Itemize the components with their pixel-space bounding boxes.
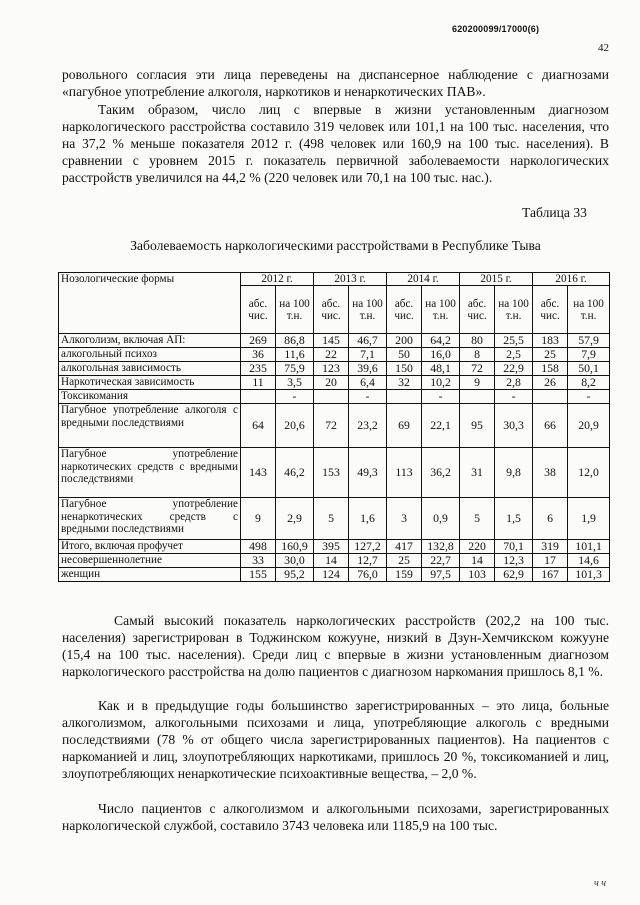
cell-abs: 50 <box>387 348 422 362</box>
cell-per-100k: 30,0 <box>276 554 314 568</box>
cell-abs: 123 <box>314 362 349 376</box>
cell-abs: 9 <box>460 376 495 390</box>
row-label: Алкоголизм, включая АП: <box>59 334 241 348</box>
cell-abs: 5 <box>314 498 349 540</box>
cell-per-100k: 2,8 <box>495 376 533 390</box>
table-row <box>59 334 610 348</box>
cell-per-100k: 22,7 <box>422 554 460 568</box>
cell-abs <box>314 390 349 404</box>
table-number: Таблица 33 <box>522 205 587 220</box>
cell-abs: 20 <box>314 376 349 390</box>
cell-per-100k: 3,5 <box>276 376 314 390</box>
header-year-2015: 2015 г. <box>460 273 533 286</box>
cell-abs: 8 <box>460 348 495 362</box>
cell-per-100k: 95,2 <box>276 568 314 582</box>
cell-per-100k: 7,1 <box>349 348 387 362</box>
header-year-2013: 2013 г. <box>314 273 387 286</box>
cell-per-100k: 57,9 <box>568 334 610 348</box>
cell-abs: 145 <box>314 334 349 348</box>
cell-abs: 183 <box>533 334 568 348</box>
cell-per-100k: 86,8 <box>276 334 314 348</box>
header-abs: абс. чис. <box>314 286 349 334</box>
table-row <box>59 568 610 582</box>
cell-per-100k: 2,9 <box>276 498 314 540</box>
row-label: Пагубное употребление алкоголя с вредными последствиями <box>59 404 241 448</box>
cell-abs: 32 <box>387 376 422 390</box>
cell-per-100k: 20,6 <box>276 404 314 448</box>
cell-abs: 14 <box>314 554 349 568</box>
header-year-2014: 2014 г. <box>387 273 460 286</box>
cell-abs: 17 <box>533 554 568 568</box>
cell-abs: 33 <box>241 554 276 568</box>
header-abs: абс. чис. <box>387 286 422 334</box>
row-label: алкогольный психоз <box>59 348 241 362</box>
cell-per-100k: 0,9 <box>422 498 460 540</box>
cell-abs: 417 <box>387 540 422 554</box>
cell-abs: 6 <box>533 498 568 540</box>
cell-per-100k: - <box>568 390 610 404</box>
cell-per-100k: 101,3 <box>568 568 610 582</box>
cell-per-100k: 14,6 <box>568 554 610 568</box>
cell-abs: 235 <box>241 362 276 376</box>
cell-abs <box>533 390 568 404</box>
row-label: Наркотическая зависимость <box>59 376 241 390</box>
cell-per-100k: 30,3 <box>495 404 533 448</box>
cell-abs: 22 <box>314 348 349 362</box>
cell-per-100k: 62,9 <box>495 568 533 582</box>
cell-abs: 9 <box>241 498 276 540</box>
header-year-2012: 2012 г. <box>241 273 314 286</box>
cell-per-100k: 12,3 <box>495 554 533 568</box>
cell-abs: 95 <box>460 404 495 448</box>
morbidity-table <box>58 272 610 582</box>
row-label: Пагубное употребление ненаркотических средств с вредными последствиями <box>59 498 241 540</box>
cell-abs: 155 <box>241 568 276 582</box>
paragraph-3: Самый высокий показатель наркологических расстройств (202,2 на 100 тыс. населения) зарегистрирован в Тоджинском кожууне, низкий в Дзун-Хемчикском кожууне (15,4 на 100 тыс. населения). Среди лиц с впервые в жизни установленным диагнозом наркологического расстройства на долю пациентов с диагнозом наркомания пришлось 8,1 %. <box>62 613 609 679</box>
cell-per-100k: 11,6 <box>276 348 314 362</box>
cell-per-100k: 12,7 <box>349 554 387 568</box>
cell-per-100k: 8,2 <box>568 376 610 390</box>
cell-abs: 25 <box>533 348 568 362</box>
cell-per-100k: 46,2 <box>276 448 314 498</box>
cell-per-100k: 64,2 <box>422 334 460 348</box>
cell-abs: 36 <box>241 348 276 362</box>
cell-abs: 498 <box>241 540 276 554</box>
cell-abs <box>241 390 276 404</box>
cell-per-100k: 7,9 <box>568 348 610 362</box>
cell-per-100k: 1,9 <box>568 498 610 540</box>
row-label: Пагубное употребление наркотических средств с вредными последствиями <box>59 448 241 498</box>
cell-per-100k: 76,0 <box>349 568 387 582</box>
cell-abs: 72 <box>460 362 495 376</box>
row-label: Итого, включая профучет <box>59 540 241 554</box>
header-year-2016: 2016 г. <box>533 273 610 286</box>
cell-abs: 14 <box>460 554 495 568</box>
cell-abs: 5 <box>460 498 495 540</box>
table-row <box>59 404 610 448</box>
document-id: 620200099/17000(6) <box>452 24 540 34</box>
cell-per-100k: 23,2 <box>349 404 387 448</box>
cell-abs: 103 <box>460 568 495 582</box>
cell-abs: 11 <box>241 376 276 390</box>
table-row <box>59 554 610 568</box>
cell-abs: 395 <box>314 540 349 554</box>
cell-per-100k: 1,5 <box>495 498 533 540</box>
cell-per-100k: 2,5 <box>495 348 533 362</box>
table-row <box>59 376 610 390</box>
table-row <box>59 390 610 404</box>
cell-abs: 38 <box>533 448 568 498</box>
cell-per-100k: - <box>276 390 314 404</box>
cell-abs: 113 <box>387 448 422 498</box>
cell-abs: 25 <box>387 554 422 568</box>
table-row <box>59 540 610 554</box>
cell-per-100k: 160,9 <box>276 540 314 554</box>
cell-abs: 143 <box>241 448 276 498</box>
cell-per-100k: 39,6 <box>349 362 387 376</box>
cell-per-100k: 70,1 <box>495 540 533 554</box>
cell-per-100k: 25,5 <box>495 334 533 348</box>
table-row <box>59 448 610 498</box>
cell-per-100k: 10,2 <box>422 376 460 390</box>
header-nosological-forms: Нозологические формы <box>59 273 241 334</box>
cell-per-100k: 132,8 <box>422 540 460 554</box>
cell-per-100k: 97,5 <box>422 568 460 582</box>
cell-abs: 64 <box>241 404 276 448</box>
paragraph-4: Как и в предыдущие годы большинство зарегистрированных – это лица, больные алкоголизмом, алкогольными психозами и лица, употребляющие алкоголь с вредными последствиями (78 % от общего числа зарегистрированных пациентов). На пациентов с наркоманией и лиц, злоупотребляющих наркотиками, пришлось 20 %, токсикоманией и лиц, злоупотребляющих ненаркотические психоактивные вещества, – 2,0 %. <box>62 698 609 781</box>
paragraph-5: Число пациентов с алкоголизмом и алкогольными психозами, зарегистрированных наркологической службой, составило 3743 человека или 1185,9 на 100 тыс. <box>62 801 609 833</box>
cell-abs: 150 <box>387 362 422 376</box>
paragraph-1: ровольного согласия эти лица переведены на диспансерное наблюдение с диагнозами «пагубное употребление алкоголя, наркотиков и ненаркотических ПАВ». <box>62 67 609 99</box>
cell-per-100k: 36,2 <box>422 448 460 498</box>
cell-abs <box>460 390 495 404</box>
cell-per-100k: 22,9 <box>495 362 533 376</box>
cell-abs: 167 <box>533 568 568 582</box>
header-per-100k: на 100 т.н. <box>568 286 610 334</box>
table-row <box>59 348 610 362</box>
row-label: женщин <box>59 568 241 582</box>
cell-abs: 153 <box>314 448 349 498</box>
paragraph-2: Таким образом, число лиц с впервые в жизни установленным диагнозом наркологического расстройства составило 319 человек или 101,1 на 100 тыс. населения, что на 37,2 % меньше показателя 2012 г. (498 человек или 160,9 на 100 тыс. населения). В сравнении с уровнем 2015 г. показатель первичной заболеваемости наркологических расстройств увеличился на 44,2 % (220 человек или 70,1 на 100 тыс. нас.). <box>62 102 609 185</box>
cell-abs: 200 <box>387 334 422 348</box>
cell-per-100k: 16,0 <box>422 348 460 362</box>
cell-per-100k: 48,1 <box>422 362 460 376</box>
cell-per-100k: - <box>495 390 533 404</box>
cell-abs: 3 <box>387 498 422 540</box>
cell-per-100k: 50,1 <box>568 362 610 376</box>
cell-abs: 80 <box>460 334 495 348</box>
handwritten-mark: ч ч <box>594 878 607 889</box>
cell-per-100k: - <box>349 390 387 404</box>
cell-abs <box>387 390 422 404</box>
header-per-100k: на 100 т.н. <box>276 286 314 334</box>
cell-per-100k: 9,8 <box>495 448 533 498</box>
cell-per-100k: - <box>422 390 460 404</box>
cell-per-100k: 12,0 <box>568 448 610 498</box>
cell-per-100k: 20,9 <box>568 404 610 448</box>
header-per-100k: на 100 т.н. <box>495 286 533 334</box>
cell-abs: 220 <box>460 540 495 554</box>
cell-per-100k: 22,1 <box>422 404 460 448</box>
header-abs: абс. чис. <box>533 286 568 334</box>
cell-per-100k: 1,6 <box>349 498 387 540</box>
cell-abs: 124 <box>314 568 349 582</box>
cell-abs: 26 <box>533 376 568 390</box>
header-abs: абс. чис. <box>241 286 276 334</box>
cell-abs: 72 <box>314 404 349 448</box>
cell-abs: 269 <box>241 334 276 348</box>
header-abs: абс. чис. <box>460 286 495 334</box>
cell-abs: 69 <box>387 404 422 448</box>
cell-abs: 159 <box>387 568 422 582</box>
header-per-100k: на 100 т.н. <box>349 286 387 334</box>
cell-per-100k: 49,3 <box>349 448 387 498</box>
cell-per-100k: 75,9 <box>276 362 314 376</box>
row-label: алкогольная зависимость <box>59 362 241 376</box>
table-row <box>59 362 610 376</box>
cell-per-100k: 6,4 <box>349 376 387 390</box>
cell-per-100k: 101,1 <box>568 540 610 554</box>
cell-per-100k: 127,2 <box>349 540 387 554</box>
page-number: 42 <box>598 42 609 54</box>
row-label: Токсикомания <box>59 390 241 404</box>
cell-abs: 319 <box>533 540 568 554</box>
cell-abs: 31 <box>460 448 495 498</box>
header-per-100k: на 100 т.н. <box>422 286 460 334</box>
cell-abs: 158 <box>533 362 568 376</box>
row-label: несовершеннолетние <box>59 554 241 568</box>
table-title: Заболеваемость наркологическими расстройствами в Республике Тыва <box>130 238 541 253</box>
cell-abs: 66 <box>533 404 568 448</box>
table-row <box>59 498 610 540</box>
cell-per-100k: 46,7 <box>349 334 387 348</box>
